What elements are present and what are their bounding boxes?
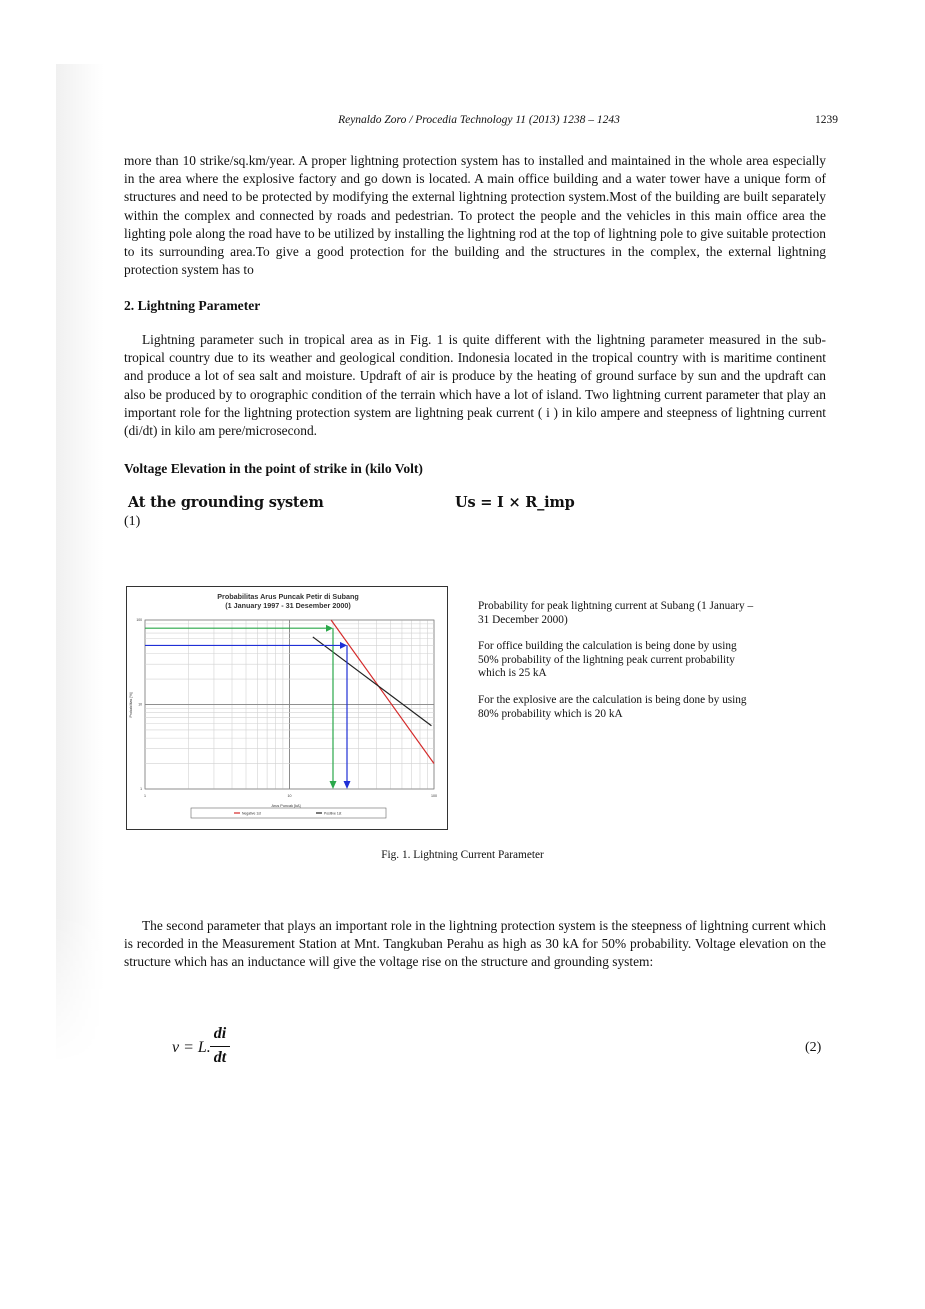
page-number: 1239 [815, 114, 838, 126]
figure-note-2: For office building the calculation is being done by using 50% probability of the lightning peak current probability which is 25 kA [478, 640, 737, 680]
probability-chart [126, 586, 450, 832]
section-heading-lightning-parameter: 2. Lightning Parameter [124, 298, 261, 313]
x-tick-label: 10 [287, 794, 292, 798]
equation-2-fraction [210, 1025, 230, 1067]
x-tick-label: 100 [431, 794, 437, 798]
heading-voltage-elevation: Voltage Elevation in the point of strike in (kilo Volt) [124, 461, 423, 476]
equation-1-number: (1) [124, 514, 141, 529]
running-head [120, 114, 838, 132]
chart-subtitle: (1 January 1997 - 31 Desember 2000) [225, 601, 351, 610]
legend-box [191, 808, 386, 818]
figure-note-3: For the explosive are the calculation is being done by using 80% probability which is 20 kA [478, 693, 747, 720]
equation-1-label: At the grounding system [128, 494, 324, 511]
legend-label: Positive 1st [324, 811, 342, 816]
journal-citation: Reynaldo Zoro / Procedia Technology 11 (2013) 1238 – 1243 [338, 114, 620, 126]
figure-note-1: Probability for peak lightning current at Subang (1 January – 31 December 2000) [478, 600, 754, 626]
equation-1-formula: Us = I × R_imp [455, 494, 575, 511]
legend-label: Negative 1st [242, 811, 261, 816]
paragraph-steepness: The second parameter that plays an important role in the lightning protection system is the steepness of lightning current which is recorded in the Measurement Station at Mnt. Tangkuban Perahu as high as 30 kA for 50% probability. Voltage elevation on the structure which has an inductance will give the voltage rise on the structure and grounding system: [124, 918, 826, 970]
y-axis-label: Probabilitas [%] [129, 692, 133, 718]
figure-notes [478, 600, 758, 734]
page-edge-shadow [56, 64, 104, 1064]
y-tick-label: 1 [140, 787, 142, 792]
fraction-bar [210, 1046, 230, 1047]
chart-title: Probabilitas Arus Puncak Petir di Subang [217, 592, 359, 601]
x-axis-label: Arus Puncak [kA] [271, 804, 301, 808]
paragraph-lightning-parameter: Lightning parameter such in tropical area as in Fig. 1 is quite different with the lightning parameter measured in the sub-tropical country due to its weather and geological condition. Indonesia located in the tropical country with is maritime continent and produce a lot of sea salt and moisture. Updraft of air is produce by the heating of ground surface by sun and the updraft can also be produced by to orographic condition of the terrain which have a lot of island. Two lightning current parameter that play an important role for the lightning protection system are lightning peak current ( i ) in kilo ampere and steepness of lightning current (di/dt) in kilo am pere/microsecond. [124, 332, 826, 439]
equation-2-lhs: v = L. [172, 1039, 211, 1056]
equation-2-denominator: dt [213, 1049, 227, 1066]
paragraph-continuation: more than 10 strike/sq.km/year. A proper lightning protection system has to installed and maintained in the whole area especially in the area where the explosive factory and go down is located. A main office building and a water tower have a unique form of structures and need to be protected by modifying the external lightning protection system.Most of the building are built separately within the complex and connected by roads and pedestrian. To protect the people and the vehicles in this main office area the lighting pole along the road have to be utilized by installing the lightning rod at the top of lightning pole to give suitable protection to its surrounding area.To give a good protection for the building and the structures in the complex, the external lightning protection system has to [124, 153, 826, 278]
x-tick-label: 1 [144, 794, 146, 798]
figure-caption: Fig. 1. Lightning Current Parameter [381, 849, 544, 861]
y-tick-label: 10 [138, 702, 142, 707]
equation-2-numerator: di [213, 1025, 227, 1042]
y-tick-label: 100 [136, 618, 142, 623]
equation-2-number: (2) [805, 1040, 822, 1055]
